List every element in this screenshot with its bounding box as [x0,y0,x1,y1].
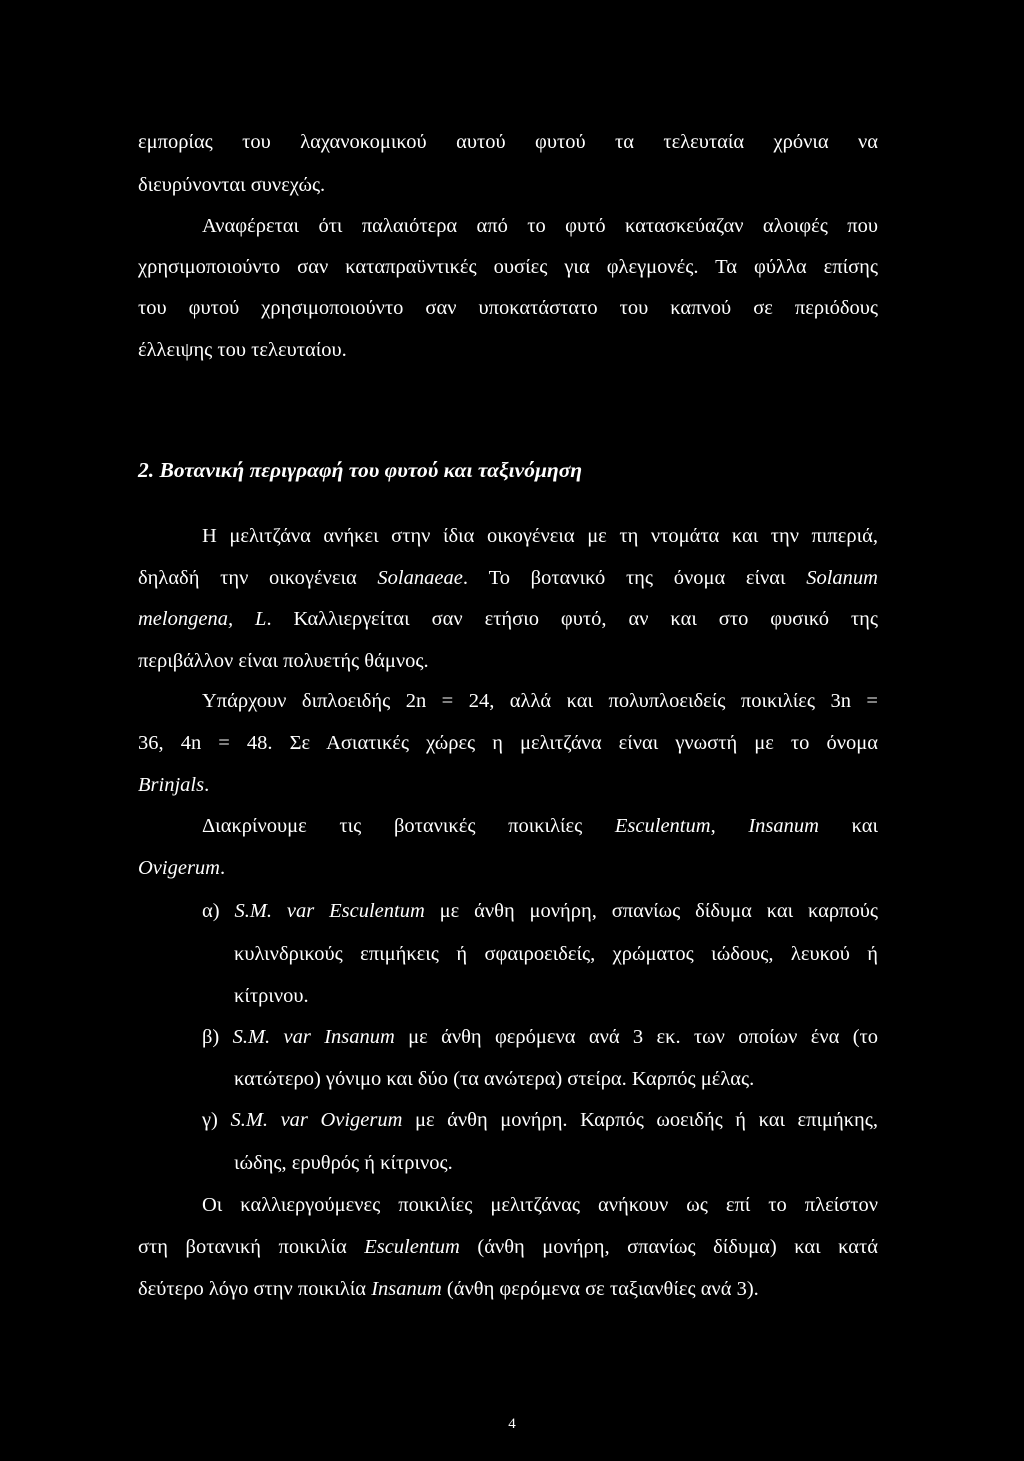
section-heading: 2. Βοτανική περιγραφή του φυτού και ταξινόμηση [138,458,583,482]
para4-text: στη βοτανική ποικιλία [138,1236,365,1258]
para4-text: (άνθη φερόμενα σε ταξιανθίες ανά 3). [441,1278,759,1300]
variety-name: Esculentum [614,815,711,837]
common-name: Brinjals [138,774,205,796]
para4-line-1: Οι καλλιεργούμενες ποικιλίες μελιτζάνας ανήκουν ως επί το πλείστον [202,1194,878,1216]
variety-name: S.M. var Insanum [232,1026,395,1048]
para3-line-1 [202,815,878,838]
para2-line-1: Υπάρχουν διπλοειδής 2n = 24, αλλά και πολυπλοειδείς ποικιλίες 3n = [202,690,878,712]
intro-line-1: εμπορίας του λαχανοκομικού αυτού φυτού τα τελευταία χρόνια να [138,131,878,153]
variety-name: Ovigerum [138,857,220,879]
para3-text: . [219,857,226,879]
variety-c-line-1 [202,1109,878,1132]
para3-text: , [710,815,749,837]
species-name: Solanum [806,567,878,589]
para2-line-2: 36, 4n = 48. Σε Ασιατικές χώρες η μελιτζάνα είναι γνωστή με το όνομα [138,732,878,754]
para1-line-2 [138,567,878,590]
intro-line-5: του φυτού χρησιμοποιούντο σαν υποκατάστατο του καπνού σε περιόδους [138,297,878,319]
para1-text: . Το βοτανικό της όνομα είναι [462,567,807,589]
intro-line-6: έλλειψης του τελευταίου. [138,339,347,361]
para2-text: . [204,774,210,796]
variety-a-line-3: κίτρινου. [234,985,309,1007]
para4-text: δεύτερο λόγο στην ποικιλία [138,1278,372,1300]
para4-line-2 [138,1236,878,1259]
para1-line-4: περιβάλλον είναι πολυετής θάμνος. [138,650,429,672]
variety-b-line-2: κατώτερο) γόνιμο και δύο (τα ανώτερα) στείρα. Καρπός μέλας. [234,1068,755,1090]
para4-line-3 [138,1278,759,1301]
para4-text: (άνθη μονήρη, σπανίως δίδυμα) και κατά [459,1236,878,1258]
para3-text: και [818,815,879,837]
intro-line-4: χρησιμοποιούντο σαν καταπραϋντικές ουσίες για φλεγμονές. Τα φύλλα επίσης [138,256,878,278]
variety-c-line-2: ιώδης, ερυθρός ή κίτρινος. [234,1152,453,1174]
variety-name: S.M. var Ovigerum [230,1109,403,1131]
para3-text: Διακρίνουμε τις βοτανικές ποικιλίες [202,815,615,837]
species-name: melongena, L [138,608,267,630]
list-label: γ) [202,1109,231,1131]
variety-name: S.M. var Esculentum [234,900,425,922]
para1-line-1: Η μελιτζάνα ανήκει στην ίδια οικογένεια με τη ντομάτα και την πιπεριά, [202,525,878,547]
variety-name: Insanum [748,815,819,837]
para1-text: . Καλλιεργείται σαν ετήσιο φυτό, αν και στο φυσικό της [266,608,878,630]
para1-text: δηλαδή την οικογένεια [138,567,378,589]
intro-line-3: Αναφέρεται ότι παλαιότερα από το φυτό κατασκεύαζαν αλοιφές που [202,215,878,237]
variety-name: Esculentum [364,1236,460,1258]
variety-text: με άνθη φερόμενα ανά 3 εκ. των οποίων ένα (το [394,1026,879,1048]
variety-b-line-1 [202,1026,878,1049]
para3-line-2 [138,857,225,880]
variety-text: με άνθη μονήρη, σπανίως δίδυμα και καρπούς [424,900,879,922]
para2-line-3 [138,774,209,797]
list-label: α) [202,900,235,922]
list-label: β) [202,1026,233,1048]
variety-name: Insanum [371,1278,442,1300]
para1-line-3 [138,608,878,631]
intro-line-2: διευρύνονται συνεχώς. [138,174,326,196]
page-number: 4 [508,1416,516,1432]
variety-text: με άνθη μονήρη. Καρπός ωοειδής ή και επιμήκης, [402,1109,879,1131]
variety-a-line-1 [202,900,878,923]
family-name: Solanaeae [377,567,463,589]
variety-a-line-2: κυλινδρικούς επιμήκεις ή σφαιροειδείς, χρώματος ιώδους, λευκού ή [234,943,878,965]
